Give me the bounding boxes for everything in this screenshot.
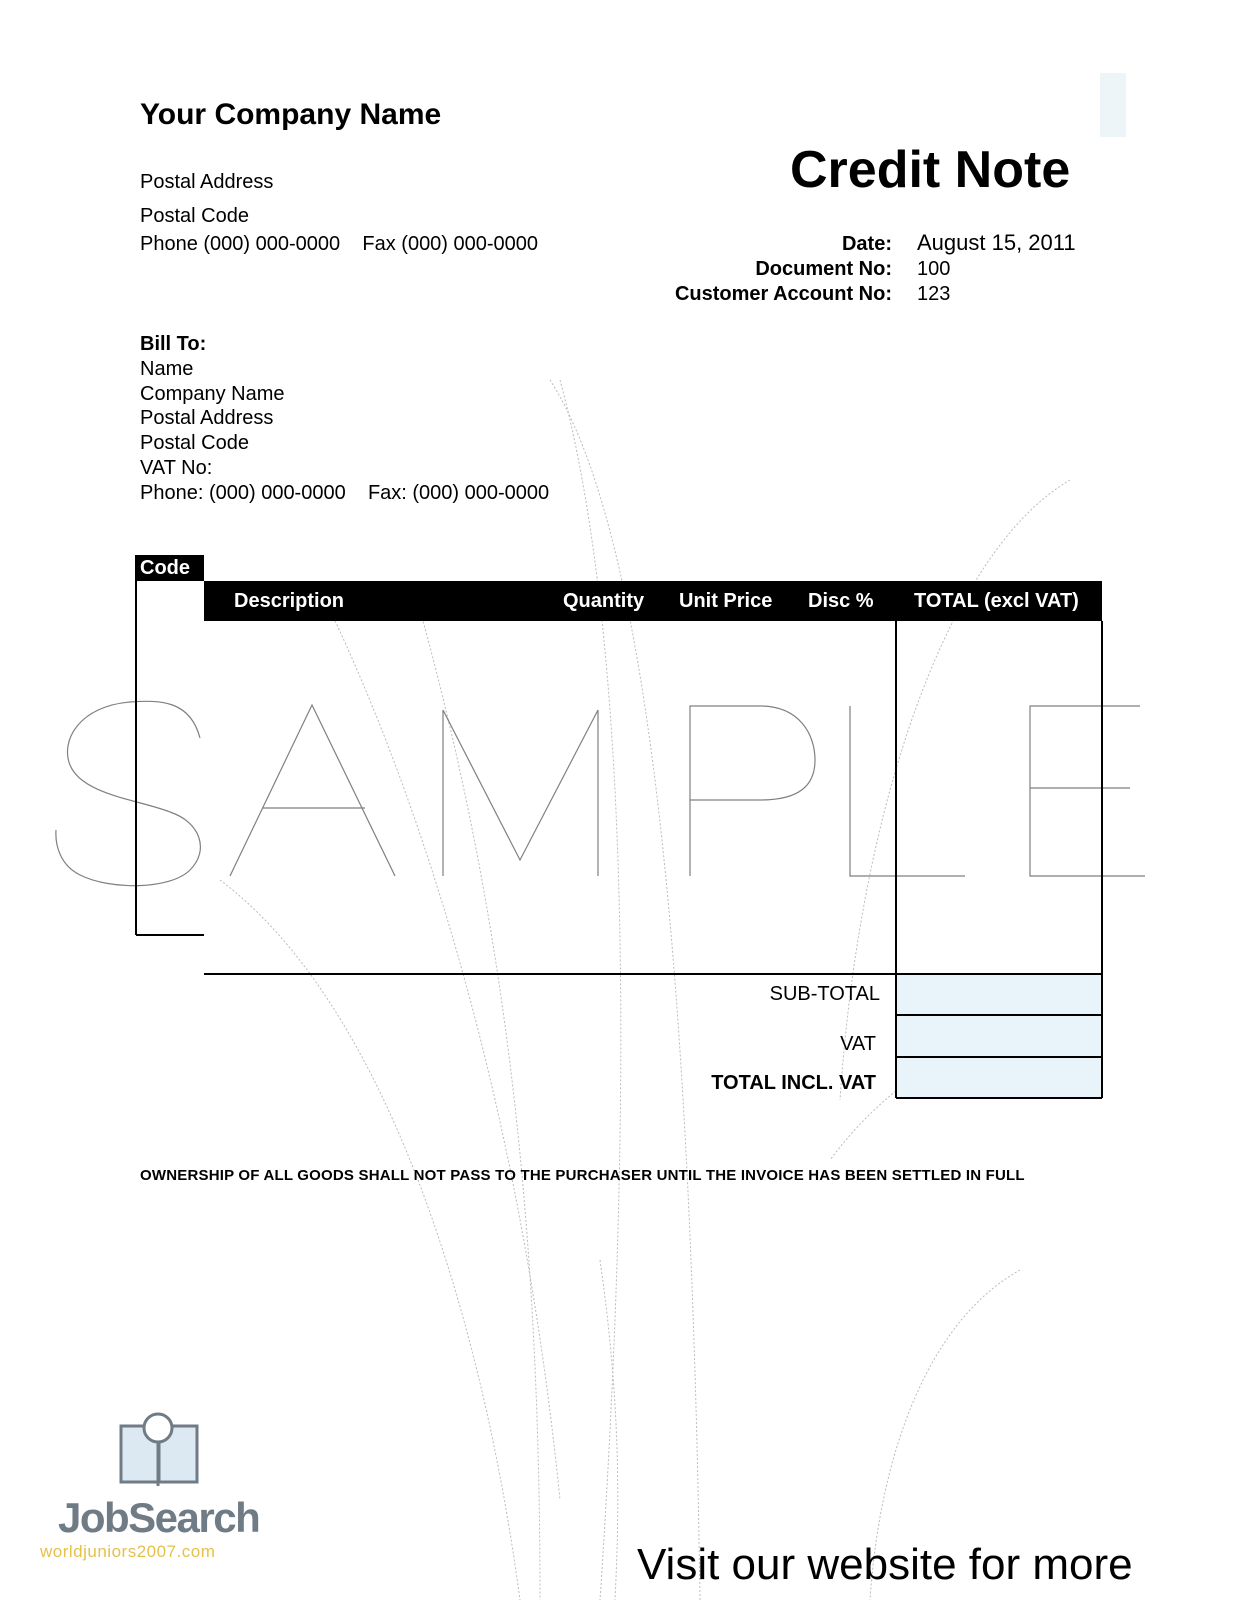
bill-to-phone-fax: Phone: (000) 000-0000 Fax: (000) 000-0000: [140, 482, 550, 504]
sample-watermark: [56, 701, 1145, 885]
account-no-value: 123: [917, 283, 951, 305]
subtotal-label: SUB-TOTAL: [769, 983, 880, 1005]
jobsearch-logo-url: worldjuniors2007.com: [40, 1542, 216, 1561]
jobsearch-logo-text: JobSearch: [58, 1494, 260, 1541]
visit-website-link[interactable]: Visit our website for more: [637, 1540, 1133, 1589]
vat-label: VAT: [840, 1033, 876, 1055]
total-excl-vat-header: TOTAL (excl VAT): [914, 590, 1079, 612]
date-value: August 15, 2011: [917, 230, 1076, 255]
company-phone-fax: Phone (000) 000-0000 Fax (000) 000-0000: [140, 233, 539, 255]
disc-header: Disc %: [808, 590, 874, 612]
code-header: Code: [140, 557, 190, 579]
bill-to-name: Name: [140, 358, 194, 380]
bill-to-vat: VAT No:: [140, 457, 213, 479]
total-incl-vat-label: TOTAL INCL. VAT: [711, 1072, 876, 1094]
company-postal-code: Postal Code: [140, 205, 249, 227]
items-table-lines: [135, 555, 1102, 1098]
jobsearch-logo-icon: [121, 1414, 197, 1486]
corner-tab: [1100, 73, 1126, 137]
date-label: Date:: [841, 233, 892, 255]
bill-to-postal-address: Postal Address: [140, 407, 274, 429]
company-postal-address: Postal Address: [140, 171, 274, 193]
ownership-note: OWNERSHIP OF ALL GOODS SHALL NOT PASS TO THE PURCHASER UNTIL THE INVOICE HAS BEEN SETTLED IN FULL: [140, 1167, 1025, 1184]
account-no-label: Customer Account No:: [674, 283, 892, 305]
unit-price-header: Unit Price: [679, 590, 773, 612]
document-no-value: 100: [917, 258, 951, 280]
document-no-label: Document No:: [755, 258, 892, 280]
description-header: Description: [234, 590, 345, 612]
bill-to-heading: Bill To:: [140, 333, 207, 355]
bill-to-company: Company Name: [140, 383, 285, 405]
document-title: Credit Note: [790, 141, 1071, 199]
bill-to-postal-code: Postal Code: [140, 432, 249, 454]
company-name: Your Company Name: [140, 98, 442, 131]
quantity-header: Quantity: [563, 590, 645, 612]
